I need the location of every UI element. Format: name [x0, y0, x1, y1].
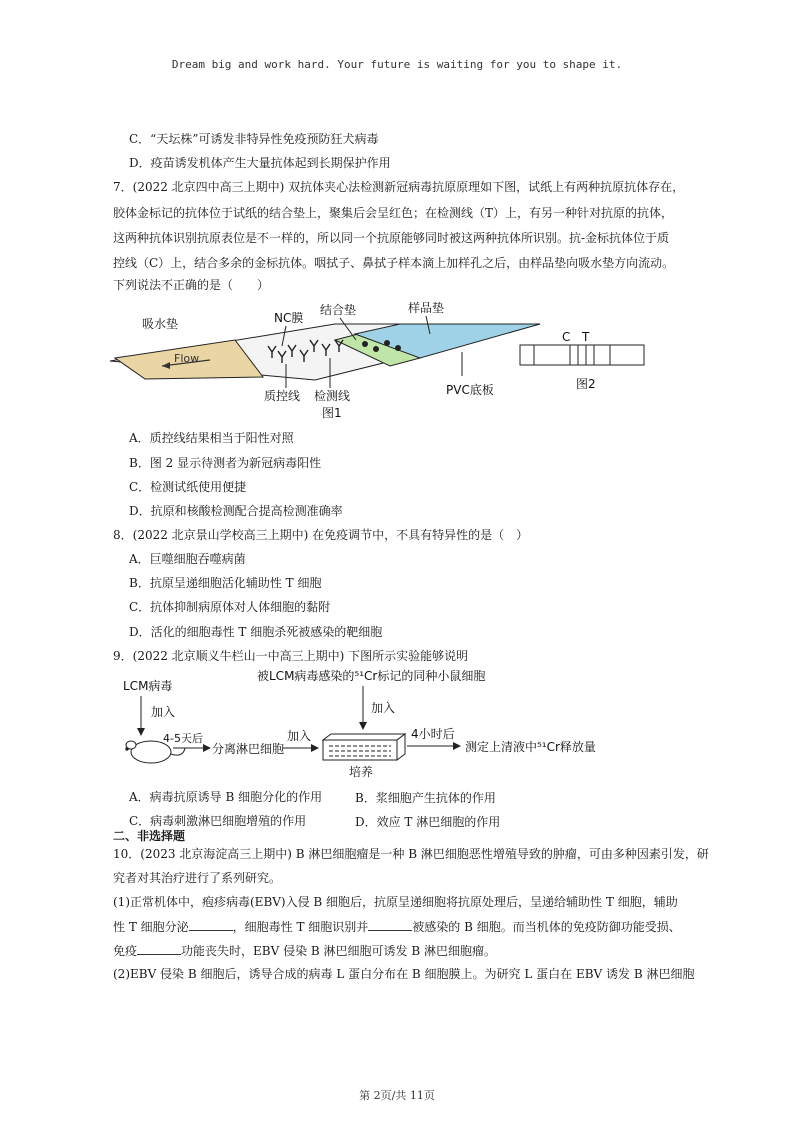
pvc-base-label: PVC底板	[446, 383, 494, 397]
days-label: 4-5天后	[163, 732, 203, 745]
q7-option-c: C．检测试纸使用便捷	[129, 480, 247, 494]
culture-plate-icon	[323, 734, 405, 760]
figure-2-c-mark: C	[562, 330, 571, 344]
culture-label: 培养	[349, 765, 374, 779]
q9-option-d: D．效应 T 淋巴细胞的作用	[355, 815, 501, 829]
q7-test-strip-figure	[100, 296, 660, 426]
q7-option-b: B．图 2 显示待测者为新冠病毒阳性	[129, 456, 322, 470]
control-line-label: 质控线	[264, 389, 301, 403]
q9-option-a: A．病毒抗原诱导 B 细胞分化的作用	[129, 790, 323, 804]
q10-part1-text-c: 被感染的 B 细胞。而当机体的免疫防御功能受损、	[412, 920, 681, 934]
q10-part2-line-1: (2)EBV 侵染 B 细胞后，诱导合成的病毒 L 蛋白分布在 B 细胞膜上。为研究 L 蛋白在 EBV 诱发 B 淋巴细胞	[113, 967, 695, 981]
measure-label: 测定上清液中⁵¹Cr释放量	[465, 740, 596, 754]
infected-cells-label: 被LCM病毒感染的⁵¹Cr标记的同种小鼠细胞	[257, 669, 486, 683]
page-footer: 第 2页/共 11页	[359, 1089, 435, 1102]
page-header-motto: Dream big and work hard. Your future is waiting for you to shape it.	[171, 58, 623, 71]
q9-option-b: B．浆细胞产生抗体的作用	[355, 791, 496, 805]
figure-2-strip	[520, 345, 644, 365]
q10-stem-line-2: 究者对其治疗进行了系列研究。	[113, 871, 282, 885]
q7-stem-line-5: 下列说法不正确的是（ ）	[113, 278, 270, 292]
q8-option-c: C．抗体抑制病原体对人体细胞的黏附	[129, 600, 331, 614]
q6-option-c: C．“天坛株”可诱发非特异性免疫预防狂犬病毒	[129, 132, 379, 146]
add-label-3: 加入	[371, 701, 396, 715]
q10-part1-text-b: ，细胞毒性 T 细胞识别并	[232, 920, 369, 934]
q9-option-c: C．病毒刺激淋巴细胞增殖的作用	[129, 814, 307, 828]
flow-label: Flow	[174, 352, 200, 365]
nc-membrane-label: NC膜	[274, 311, 304, 325]
q7-option-a: A．质控线结果相当于阳性对照	[129, 431, 294, 445]
q8-stem: 8．(2022 北京景山学校高三上期中) 在免疫调节中，不具有特异性的是（ ）	[113, 528, 529, 542]
q10-part1-text-d: 免疫	[113, 944, 138, 958]
q7-stem-line-1: 7．(2022 北京四中高三上期中) 双抗体夹心法检测新冠病毒抗原原理如下图，试纸上有两种抗原抗体存在，	[113, 180, 685, 194]
figure-1-caption: 图1	[322, 406, 342, 420]
add-label-1: 加入	[151, 705, 176, 719]
q10-part1-text-e: 功能丧失时，EBV 侵染 B 淋巴细胞可诱发 B 淋巴细胞瘤。	[181, 944, 496, 958]
answer-blank-2[interactable]	[368, 918, 412, 931]
q7-stem-line-2: 胶体金标记的抗体位于试纸的结合垫上，聚集后会呈红色；在检测线（T）上，有另一种针对抗原的抗体，	[113, 206, 674, 220]
sample-pad-label: 样品垫	[408, 301, 445, 315]
q7-option-d: D．抗原和核酸检测配合提高检测准确率	[129, 504, 343, 518]
q10-part1-line-2	[113, 918, 681, 935]
lcm-virus-label: LCM病毒	[123, 679, 173, 693]
q10-part1-line-3	[113, 942, 496, 959]
q8-option-d: D．活化的细胞毒性 T 细胞杀死被感染的靶细胞	[129, 625, 383, 639]
q8-option-b: B．抗原呈递细胞活化辅助性 T 细胞	[129, 576, 322, 590]
q9-stem: 9．(2022 北京顺义牛栏山一中高三上期中) 下图所示实验能够说明	[113, 649, 469, 663]
q10-part1-text-a: 性 T 细胞分泌	[113, 920, 189, 934]
q6-option-d: D．疫苗诱发机体产生大量抗体起到长期保护作用	[129, 156, 391, 170]
add-label-2: 加入	[287, 729, 312, 743]
separate-lymphocytes-label: 分离淋巴细胞	[212, 742, 285, 756]
q10-part1-line-1: (1)正常机体中，疱疹病毒(EBV)入侵 B 细胞后，抗原呈递细胞将抗原处理后，呈递给辅助性 T 细胞，辅助	[113, 895, 678, 909]
answer-blank-1[interactable]	[189, 918, 233, 931]
q7-stem-line-3: 这两种抗体识别抗原表位是不一样的，所以同一个抗原能够同时被这两种抗体所识别。抗-金标抗体位于质	[113, 231, 670, 245]
absorbent-pad-label: 吸水垫	[142, 317, 179, 331]
q9-experiment-figure	[113, 668, 673, 780]
q8-option-a: A．巨噬细胞吞噬病菌	[129, 552, 246, 566]
answer-blank-3[interactable]	[137, 942, 181, 955]
hours-label: 4小时后	[411, 727, 455, 741]
figure-2-caption: 图2	[576, 377, 596, 391]
q10-stem-line-1: 10．(2023 北京海淀高三上期中) B 淋巴细胞瘤是一种 B 淋巴细胞恶性增殖导致的肿瘤，可由多种因素引发，研	[113, 847, 709, 861]
section-2-title: 二、非选择题	[113, 829, 186, 843]
conjugate-pad-label: 结合垫	[320, 303, 357, 317]
test-line-label: 检测线	[314, 389, 351, 403]
q7-stem-line-4: 控线（C）上，结合多余的金标抗体。咽拭子、鼻拭子样本滴上加样孔之后，由样品垫向吸水垫方向流动。	[113, 256, 675, 270]
figure-2-t-mark: T	[582, 330, 590, 344]
